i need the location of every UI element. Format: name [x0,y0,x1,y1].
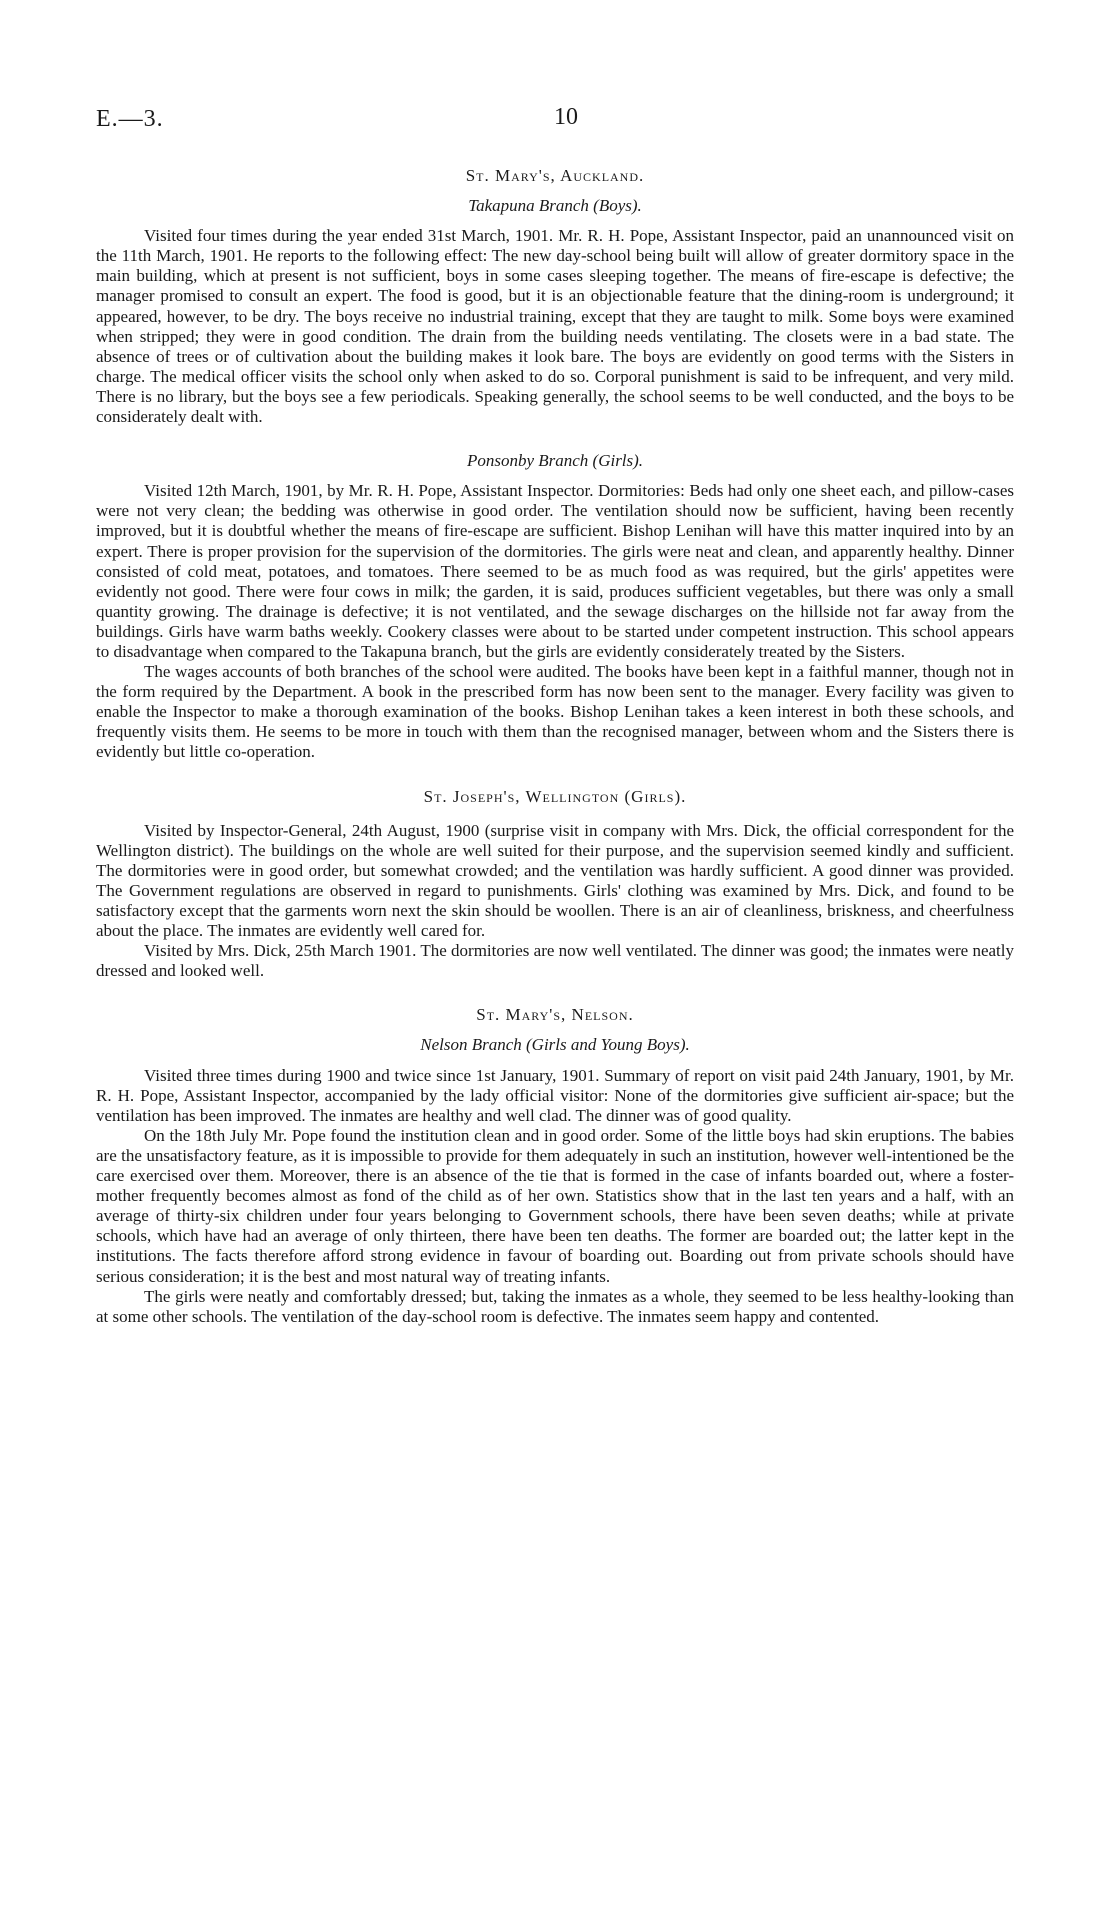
paragraph-nelson-summary: Visited three times during 1900 and twice since 1st January, 1901. Summary of report on visit paid 24th January, 1901, by Mr. R. H. Pope, Assistant Inspector, accompanied by the lady official visitor: None of the dormitories give sufficient air-space; but the ventilation has been improved. The inmates are healthy and well clad. The dinner was of good quality. [96,1065,1014,1125]
subheading-takapuna-branch: Takapuna Branch (Boys). [468,196,642,216]
paragraph-mrs-dick-visit: Visited by Mrs. Dick, 25th March 1901. The dormitories are now well ventilated. The dinner was good; the inmates were neatly dressed and looked well. [96,941,1014,981]
page-number: 10 [554,104,578,130]
paragraph-wages-accounts: The wages accounts of both branches of the school were audited. The books have been kept in a faithful manner, though not in the form required by the Department. A book in the prescribed form has now been sent to the manager. Every facility was given to enable the Inspector to make a thorough examination of the books. Bishop Lenihan takes a keen interest in both these schools, and frequently visits them. He seems to be more in touch with them than the recognised manager, between whom and the Sisters there is evidently but little co-operation. [96,662,1014,762]
paragraph-st-josephs-visit: Visited by Inspector-General, 24th August, 1900 (surprise visit in company with Mrs. Dick, the official correspondent for the Wellington district). The buildings on the whole are well suited for their purpose, and the supervision seemed kindly and sufficient. The dormitories were in good order, but somewhat crowded; and the ventilation was hardly sufficient. A good dinner was provided. The Government regulations are observed in regard to punishments. Girls' clothing was examined by Mrs. Dick, and found to be satisfactory except that the garments worn next the skin should be woollen. There is an air of cleanliness, briskness, and cheerfulness about the place. The inmates are evidently well cared for. [96,820,1014,941]
paragraph-nelson-july: On the 18th July Mr. Pope found the institution clean and in good order. Some of the little boys had skin eruptions. The babies are the unsatisfactory feature, as it is impossible to provide for them adequately in such an institution, however well-intentioned be the care exercised over them. Moreover, there is an absence of the tie that is formed in the case of infants boarded out, where a foster-mother frequently becomes almost as fond of the child as of her own. Statistics show that in the last ten years and a half, with an average of thirty-six children under four years belonging to Government schools, there have been seven deaths; while at private schools, which have had an average of only thirteen, there have been ten deaths. The former are boarded out; the latter kept in the institutions. The facts therefore afford strong evidence in favour of boarding out. Boarding out from private schools should have serious consideration; it is the best and most natural way of treating infants. [96,1125,1014,1286]
paragraph-ponsonby: Visited 12th March, 1901, by Mr. R. H. Pope, Assistant Inspector. Dormitories: Beds had only one sheet each, and pillow-cases were not very clean; the bedding was otherwise in good order. The ventilation should now be sufficient, having been recently improved, but it is doubtful whether the means of fire-escape are sufficient. Bishop Lenihan will have this matter inquired into by an expert. There is proper provision for the supervision of the dormitories. The girls were neat and clean, and apparently healthy. Dinner consisted of cold meat, potatoes, and tomatoes. There seemed to be as much food as was required, but the girls' appetites were evidently not good. There were four cows in milk; the garden, it is said, produces sufficient vegetables, but there was only a small quantity growing. The drainage is defective; it is not ventilated, and the sewage discharges on the hillside not far away from the buildings. Girls have warm baths weekly. Cookery classes were about to be started under competent instruction. This school appears to disadvantage when compared to the Takapuna branch, but the girls are evidently considerately treated by the Sisters. [96,481,1014,661]
subheading-nelson-branch: Nelson Branch (Girls and Young Boys). [420,1035,690,1055]
paragraph-takapuna: Visited four times during the year ended 31st March, 1901. Mr. R. H. Pope, Assistant Inspector, paid an unannounced visit on the 11th March, 1901. He reports to the following effect: The new day-school being built will allow of greater dormitory space in the main building, which at present is not sufficient, boys in some cases sleeping together. The means of fire-escape is defective; the manager promised to consult an expert. The food is good, but it is an objectionable feature that the dining-room is underground; it appeared, however, to be dry. The boys receive no industrial training, except that they are taught to milk. Some boys were examined when stripped; they were in good condition. The drain from the building needs ventilating. The closets were in a bad state. The absence of trees or of cultivation about the building makes it look bare. The boys are evidently on good terms with the Sisters in charge. The medical officer visits the school only when asked to do so. Corporal punishment is said to be infrequent, and very mild. There is no library, but the boys see a few periodicals. Speaking generally, the school seems to be well conducted, and the boys to be considerately dealt with. [96,226,1014,427]
section-heading-st-josephs-wellington: St. Joseph's, Wellington (Girls). [423,786,687,806]
section-heading-st-marys-nelson: St. Mary's, Nelson. [476,1005,634,1025]
paragraph-nelson-girls: The girls were neatly and comfortably dressed; but, taking the inmates as a whole, they seemed to be less healthy-looking than at some other schools. The ventilation of the day-school room is defective. The inmates seem happy and contented. [96,1286,1014,1326]
document-body [96,166,1014,1327]
report-code: E.—3. [96,106,164,132]
subheading-ponsonby-branch: Ponsonby Branch (Girls). [466,451,644,471]
section-heading-st-marys-auckland: St. Mary's, Auckland. [465,166,645,185]
